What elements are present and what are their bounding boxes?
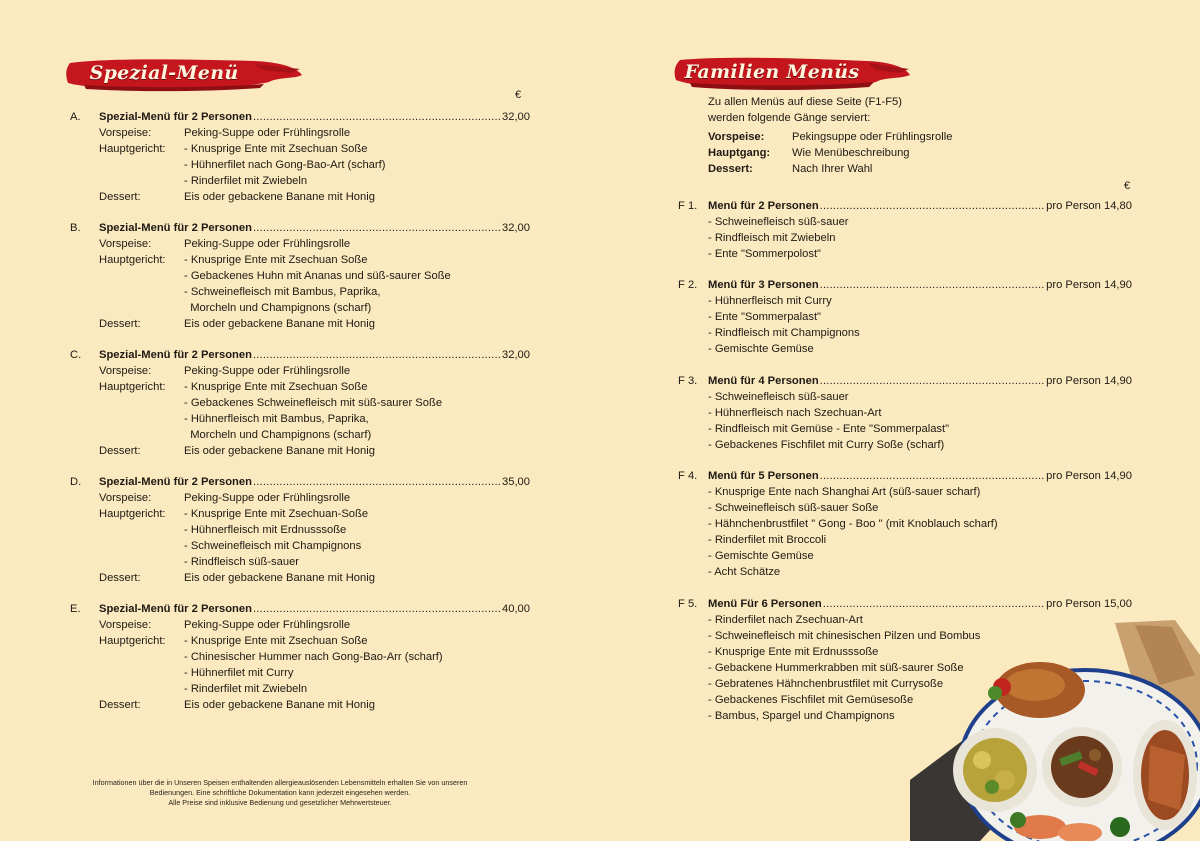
course-item: Peking-Suppe oder Frühlingsrolle	[184, 238, 351, 250]
menu-item: - Schweinefleisch süß-sauer	[708, 391, 849, 403]
fixed-course-label: Dessert:	[708, 163, 753, 175]
course-items	[184, 189, 530, 205]
dot-leader	[253, 109, 501, 125]
footer-line: Bedienungen. Eine schriftliche Dokumentation kann jederzeit eingesehen werden.	[149, 788, 411, 797]
course-label: Hauptgericht:	[99, 508, 166, 520]
menu-title: Menü für 3 Personen	[708, 279, 819, 291]
menu-item: - Bambus, Spargel und Champignons	[708, 710, 895, 722]
course-items	[184, 363, 530, 379]
course-item: Eis oder gebackene Banane mit Honig	[184, 318, 375, 330]
menu-item: - Rinderfilet mit Broccoli	[708, 534, 827, 546]
menu-item: - Schweinefleisch süß-sauer Soße	[708, 502, 879, 514]
course-item: - Schweinefleisch mit Champignons	[184, 540, 362, 552]
dot-leader	[253, 347, 501, 363]
menu-item: - Rindfleisch mit Gemüse - Ente "Sommerpalast"	[708, 423, 950, 435]
course-item: Eis oder gebackene Banane mit Honig	[184, 191, 375, 203]
menu-item: - Hühnerfleisch mit Curry	[708, 295, 832, 307]
spezial-menu-c	[70, 347, 530, 459]
intro-line: Zu allen Menüs auf diese Seite (F1-F5)	[708, 96, 903, 108]
course-row	[70, 141, 530, 189]
menu-price: 40,00	[502, 603, 530, 615]
menu-heading	[70, 474, 530, 490]
course-row	[70, 316, 530, 332]
course-item: - Gebackenes Huhn mit Ananas und süß-saurer Soße	[184, 270, 451, 282]
food-platter-image	[910, 615, 1200, 841]
menu-item: - Hähnchenbrustfilet " Gong - Boo " (mit Knoblauch scharf)	[708, 518, 998, 530]
course-row	[70, 617, 530, 633]
course-item: - Knusprige Ente mit Zsechuan Soße	[184, 635, 368, 647]
menu-price: 32,00	[502, 222, 530, 234]
course-item: - Rindfleisch süß-sauer	[184, 556, 300, 568]
menu-title: Menü für 2 Personen	[708, 200, 819, 212]
course-item: - Knusprige Ente mit Zsechuan Soße	[184, 143, 368, 155]
course-item: - Chinesischer Hummer nach Gong-Bao-Arr (scharf)	[184, 651, 443, 663]
menu-code: F 1.	[678, 200, 698, 212]
menu-price: 35,00	[502, 476, 530, 488]
menu-item: - Gebackenes Fischfilet mit Curry Soße (scharf)	[708, 439, 945, 451]
menu-item: - Gebackene Hummerkrabben mit süß-saurer Soße	[708, 662, 964, 674]
fixed-course-value: Nach Ihrer Wahl	[792, 163, 873, 175]
menu-heading	[678, 198, 1132, 214]
course-items	[184, 252, 530, 316]
menu-item: - Knusprige Ente nach Shanghai Art (süß-sauer scharf)	[708, 486, 981, 498]
menu-heading	[70, 601, 530, 617]
course-item: Peking-Suppe oder Frühlingsrolle	[184, 127, 351, 139]
spezial-menu-banner	[64, 55, 304, 95]
menu-price: pro Person 14,80	[1046, 200, 1132, 212]
menu-code: F 4.	[678, 470, 698, 482]
menu-code: F 2.	[678, 279, 698, 291]
menu-title: Spezial-Menü für 2 Personen	[99, 222, 252, 234]
course-items	[184, 697, 530, 713]
course-item: - Knusprige Ente mit Zsechuan Soße	[184, 381, 368, 393]
course-row	[70, 570, 530, 586]
menu-items	[708, 214, 1132, 262]
menu-title: Menü Für 6 Personen	[708, 598, 822, 610]
menu-title: Spezial-Menü für 2 Personen	[99, 603, 252, 615]
menu-items	[708, 293, 1132, 357]
course-item: - Hühnerfleisch mit Erdnusssoße	[184, 524, 347, 536]
spezial-menu-b	[70, 220, 530, 332]
course-items	[184, 379, 530, 443]
menu-item: - Rindfleisch mit Champignons	[708, 327, 860, 339]
course-item: - Schweinefleisch mit Bambus, Paprika,	[184, 286, 381, 298]
course-items	[184, 633, 530, 697]
menu-price: 32,00	[502, 111, 530, 123]
menu-item: - Ente "Sommerpolost"	[708, 248, 822, 260]
course-item: - Hühnerfilet mit Curry	[184, 667, 294, 679]
course-items	[184, 506, 530, 570]
menu-items	[708, 389, 1132, 453]
menu-heading	[70, 109, 530, 125]
menu-letter: C.	[70, 349, 82, 361]
course-items	[184, 141, 530, 189]
course-label: Hauptgericht:	[99, 143, 166, 155]
course-item: - Gebackenes Schweinefleisch mit süß-saurer Soße	[184, 397, 443, 409]
course-label: Vorspeise:	[99, 127, 152, 139]
course-items	[184, 316, 530, 332]
course-item: Morcheln und Champignons (scharf)	[184, 302, 372, 314]
familien-intro	[708, 94, 902, 126]
menu-code: F 3.	[678, 375, 698, 387]
familien-menu-f2	[678, 277, 1132, 357]
familien-menu-f4	[678, 468, 1132, 580]
course-items	[184, 617, 530, 633]
menu-item: - Schweinefleisch mit chinesischen Pilzen und Bombus	[708, 630, 981, 642]
fixed-course-label: Vorspeise:	[708, 131, 765, 143]
course-row	[70, 379, 530, 443]
course-row	[70, 189, 530, 205]
course-items	[184, 490, 530, 506]
course-label: Hauptgericht:	[99, 254, 166, 266]
menu-heading	[678, 373, 1132, 389]
course-item: - Rinderfilet mit Zwiebeln	[184, 175, 308, 187]
course-label: Vorspeise:	[99, 365, 152, 377]
course-label: Vorspeise:	[99, 238, 152, 250]
course-row	[70, 125, 530, 141]
fixed-course-row	[708, 129, 952, 145]
menu-heading	[678, 277, 1132, 293]
menu-title: Spezial-Menü für 2 Personen	[99, 476, 252, 488]
spezial-menu-e	[70, 601, 530, 713]
menu-item: - Ente "Sommerpalast"	[708, 311, 822, 323]
course-item: Peking-Suppe oder Frühlingsrolle	[184, 365, 351, 377]
familien-menus-banner	[672, 54, 912, 94]
menu-price: pro Person 15,00	[1046, 598, 1132, 610]
intro-line: werden folgende Gänge serviert:	[708, 112, 871, 124]
menu-heading	[678, 468, 1132, 484]
menu-item: - Gebratenes Hähnchenbrustfilet mit Currysoße	[708, 678, 944, 690]
course-row	[70, 490, 530, 506]
menu-title: Menü für 5 Personen	[708, 470, 819, 482]
spezial-menu-a	[70, 109, 530, 205]
course-item: - Rinderfilet mit Zwiebeln	[184, 683, 308, 695]
menu-letter: D.	[70, 476, 82, 488]
fixed-course-row	[708, 145, 952, 161]
course-label: Dessert:	[99, 572, 141, 584]
fixed-course-value: Pekingsuppe oder Frühlingsrolle	[792, 131, 953, 143]
menu-heading	[678, 596, 1132, 612]
course-items	[184, 443, 530, 459]
course-item: - Hühnerfilet nach Gong-Bao-Art (scharf)	[184, 159, 386, 171]
currency-label: €	[515, 89, 522, 101]
menu-title: Spezial-Menü für 2 Personen	[99, 349, 252, 361]
menu-heading	[70, 220, 530, 236]
menu-letter: A.	[70, 111, 81, 123]
familien-menus-title: Familien Menüs	[684, 61, 860, 83]
currency-label: €	[1124, 180, 1131, 192]
course-item: Peking-Suppe oder Frühlingsrolle	[184, 619, 351, 631]
menu-price: pro Person 14,90	[1046, 279, 1132, 291]
menu-item: - Schweinefleisch süß-sauer	[708, 216, 849, 228]
course-row	[70, 252, 530, 316]
course-item: Eis oder gebackene Banane mit Honig	[184, 445, 375, 457]
course-item: - Hühnerfleisch mit Bambus, Paprika,	[184, 413, 369, 425]
menu-price: pro Person 14,90	[1046, 375, 1132, 387]
course-row	[70, 443, 530, 459]
menu-letter: B.	[70, 222, 81, 234]
course-label: Vorspeise:	[99, 619, 152, 631]
course-label: Dessert:	[99, 445, 141, 457]
course-label: Vorspeise:	[99, 492, 152, 504]
menu-code: F 5.	[678, 598, 698, 610]
course-label: Dessert:	[99, 699, 141, 711]
spezial-menu-title: Spezial-Menü	[89, 62, 239, 84]
menu-item: - Knusprige Ente mit Erdnusssoße	[708, 646, 879, 658]
allergy-notice	[70, 778, 490, 808]
course-label: Dessert:	[99, 318, 141, 330]
dot-leader	[820, 277, 1046, 293]
menu-item: - Gemischte Gemüse	[708, 550, 814, 562]
fixed-course-row	[708, 161, 952, 177]
familien-menu-f3	[678, 373, 1132, 453]
course-item: Morcheln und Champignons (scharf)	[184, 429, 372, 441]
course-items	[184, 570, 530, 586]
dot-leader	[253, 474, 501, 490]
course-row	[70, 633, 530, 697]
menu-item: - Rinderfilet nach Zsechuan-Art	[708, 614, 863, 626]
course-item: Eis oder gebackene Banane mit Honig	[184, 699, 375, 711]
dot-leader	[820, 468, 1046, 484]
dot-leader	[253, 601, 501, 617]
menu-heading	[70, 347, 530, 363]
menu-item: - Acht Schätze	[708, 566, 781, 578]
fixed-course-label: Hauptgang:	[708, 147, 771, 159]
course-row	[70, 506, 530, 570]
course-item: - Knusprige Ente mit Zsechuan-Soße	[184, 508, 369, 520]
familien-menu-f1	[678, 198, 1132, 262]
menu-price: 32,00	[502, 349, 530, 361]
course-label: Hauptgericht:	[99, 381, 166, 393]
menu-item: - Gemischte Gemüse	[708, 343, 814, 355]
course-items	[184, 236, 530, 252]
course-row	[70, 236, 530, 252]
course-label: Hauptgericht:	[99, 635, 166, 647]
footer-line: Informationen über die in Unseren Speisen enthaltenden allergieauslösenden Lebensmitteln erhalten Sie von unseren	[92, 778, 468, 787]
dot-leader	[820, 373, 1046, 389]
menu-items	[708, 484, 1132, 580]
course-item: Peking-Suppe oder Frühlingsrolle	[184, 492, 351, 504]
menu-item: - Hühnerfleisch nach Szechuan-Art	[708, 407, 882, 419]
fixed-course-value: Wie Menübeschreibung	[792, 147, 910, 159]
spezial-menu-d	[70, 474, 530, 586]
menu-item: - Gebackenes Fischfilet mit Gemüsesoße	[708, 694, 914, 706]
course-item: Eis oder gebackene Banane mit Honig	[184, 572, 375, 584]
menu-title: Spezial-Menü für 2 Personen	[99, 111, 252, 123]
menu-item: - Rindfleisch mit Zwiebeln	[708, 232, 836, 244]
footer-line: Alle Preise sind inklusive Bedienung und gesetzlicher Mehrwertsteuer.	[168, 798, 392, 807]
course-items	[184, 125, 530, 141]
menu-title: Menü für 4 Personen	[708, 375, 819, 387]
fixed-courses	[708, 129, 952, 177]
dot-leader	[253, 220, 501, 236]
course-row	[70, 363, 530, 379]
menu-letter: E.	[70, 603, 81, 615]
dot-leader	[823, 596, 1045, 612]
menu-price: pro Person 14,90	[1046, 470, 1132, 482]
course-item: - Knusprige Ente mit Zsechuan Soße	[184, 254, 368, 266]
course-row	[70, 697, 530, 713]
dot-leader	[820, 198, 1046, 214]
course-label: Dessert:	[99, 191, 141, 203]
